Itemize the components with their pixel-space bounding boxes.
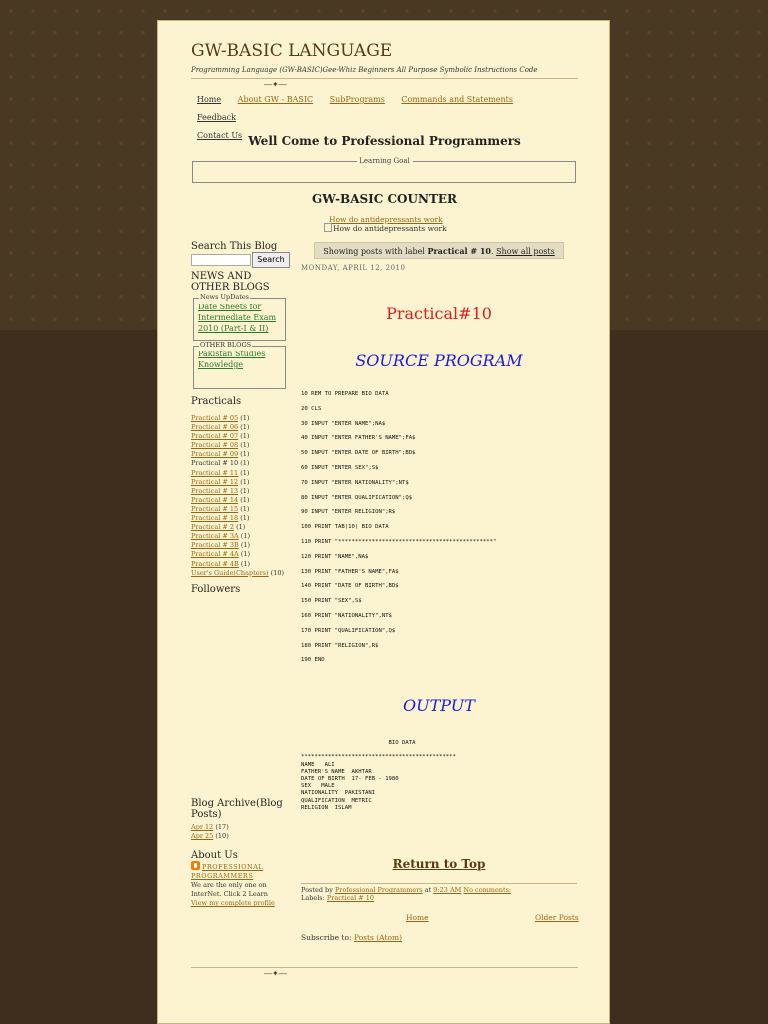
code-line: 190 END bbox=[301, 657, 325, 664]
other-blogs-content bbox=[198, 351, 284, 371]
news-updates-legend: News UpDates bbox=[200, 293, 250, 301]
output-line bbox=[301, 747, 456, 754]
practical-link[interactable]: Practical # 13 bbox=[191, 486, 239, 495]
practical-link[interactable]: Practical # 05 bbox=[191, 414, 239, 422]
practical-link[interactable]: Practical # 06 bbox=[191, 423, 239, 432]
practical-link[interactable]: Practical # 3B bbox=[191, 541, 239, 550]
search-title: Search This Blog bbox=[191, 241, 278, 252]
list-item: Practical # 4B (1) bbox=[191, 559, 251, 568]
output-line: NAME ALI bbox=[301, 761, 335, 768]
list-item: Practical # 3B (1) bbox=[191, 541, 251, 550]
code-line: 120 PRINT "NAME",NA$ bbox=[301, 553, 369, 560]
blog-page bbox=[157, 20, 610, 1024]
code-line: 10 REM TO PREPARE BIO DATA bbox=[301, 391, 389, 397]
list-item: Practical # 15 (1) bbox=[191, 504, 250, 513]
view-profile-link[interactable]: View my complete profile bbox=[191, 899, 275, 908]
list-item: Practical # 18 (1) bbox=[191, 514, 250, 523]
practical-link[interactable]: Practical # 3A bbox=[191, 532, 239, 541]
news-updates-content bbox=[198, 304, 284, 338]
code-line: 90 INPUT "ENTER RELIGION";R$ bbox=[301, 509, 396, 516]
practical-link[interactable]: Practical # 2 bbox=[191, 523, 234, 532]
code-line: 160 PRINT "NATIONALITY",NT$ bbox=[301, 612, 392, 619]
nav-feedback[interactable]: Feedback bbox=[197, 113, 236, 122]
code-line: 180 PRINT "RELIGION",R$ bbox=[301, 642, 379, 649]
post-time-link[interactable]: 9:23 AM bbox=[433, 886, 462, 894]
nav-subprograms[interactable]: SubPrograms bbox=[329, 95, 385, 104]
practical-current: Practical # 10 bbox=[191, 459, 239, 468]
list-item: Practical # 12 (1) bbox=[191, 477, 250, 486]
output-line: RELIGION ISLAM bbox=[301, 804, 352, 811]
blogger-icon bbox=[191, 861, 200, 870]
list-item: Practical # 14 (1) bbox=[191, 495, 250, 504]
archive-link[interactable]: Apr 12 bbox=[191, 823, 214, 831]
practical-link[interactable]: Practical # 4B bbox=[191, 559, 239, 568]
list-item: Practical # 3A (1) bbox=[191, 532, 250, 541]
list-item: Practical # 11 (1) bbox=[191, 468, 250, 477]
practical-link[interactable]: Practical # 18 bbox=[191, 514, 239, 523]
nav-commands[interactable]: Commands and Statements bbox=[401, 95, 513, 104]
output-line: NATIONALITY PAKISTANI bbox=[301, 790, 376, 797]
learning-goal-box bbox=[192, 162, 576, 183]
output-line: SEX MALE bbox=[301, 783, 335, 790]
code-line: 110 PRINT "**********************************************" bbox=[301, 538, 497, 545]
header-divider bbox=[191, 78, 578, 79]
list-item: Practical # 4A (1) bbox=[191, 550, 250, 559]
other-blog-link[interactable]: Pakistan Studies Knowledge bbox=[198, 351, 266, 369]
archive-list bbox=[191, 823, 289, 841]
comments-link[interactable]: No comments: bbox=[463, 886, 512, 894]
code-line: 70 INPUT "ENTER NATIONALITY";NT$ bbox=[301, 479, 409, 486]
source-code-block bbox=[301, 391, 496, 672]
about-content bbox=[191, 861, 275, 908]
code-line: 60 INPUT "ENTER SEX";S$ bbox=[301, 464, 379, 471]
ad-image[interactable]: How do antidepressants work bbox=[324, 223, 447, 233]
practical-link[interactable]: Practical # 09 bbox=[191, 450, 239, 459]
blog-title[interactable]: GW-BASIC LANGUAGE bbox=[191, 41, 393, 61]
counter-heading: GW-BASIC COUNTER bbox=[312, 192, 457, 206]
nav-about[interactable]: About GW - BASIC bbox=[237, 95, 314, 104]
followers-title: Followers bbox=[191, 584, 241, 595]
other-blogs-legend: OTHER BLOGS bbox=[200, 341, 252, 349]
code-line: 50 INPUT "ENTER DATE OF BIRTH";BD$ bbox=[301, 450, 416, 457]
practical-link[interactable]: Practical # 12 bbox=[191, 477, 239, 486]
archive-title: Blog Archive(Blog Posts) bbox=[191, 798, 283, 820]
label-status-bar: Showing posts with label Practical # 10. Show all posts bbox=[314, 242, 564, 259]
list-item: Practical # 09 (1) bbox=[191, 450, 250, 459]
post-label-link[interactable]: Practical # 10 bbox=[326, 894, 375, 902]
practical-link[interactable]: Practical # 07 bbox=[191, 432, 239, 441]
practical-link[interactable]: Practical # 14 bbox=[191, 495, 239, 504]
older-posts-link[interactable]: Older Posts bbox=[535, 913, 579, 922]
archive-link[interactable]: Apr 25 bbox=[191, 832, 214, 841]
output-line: ********************************************** bbox=[301, 754, 456, 761]
output-block bbox=[301, 740, 456, 812]
list-item: Practical # 07 (1) bbox=[191, 432, 250, 441]
code-line: 20 CLS bbox=[301, 405, 322, 412]
welcome-heading: Well Come to Professional Programmers bbox=[248, 134, 521, 148]
output-line: FATHER'S NAME AKHTAR bbox=[301, 768, 372, 775]
news-title: NEWS AND OTHER BLOGS bbox=[191, 271, 270, 293]
post-date: MONDAY, APRIL 12, 2010 bbox=[301, 264, 406, 272]
learning-goal-legend: Learning Goal bbox=[359, 157, 410, 165]
blog-description: Programming Language (GW-BASIC)Gee-Whiz Beginners All Purpose Symbolic Instructions Code bbox=[191, 66, 538, 74]
ad-link[interactable]: How do antidepressants work bbox=[329, 215, 443, 224]
broken-image-icon bbox=[324, 223, 332, 232]
code-line: 100 PRINT TAB(10) BIO DATA bbox=[301, 524, 389, 531]
list-item: Practical # 08 (1) bbox=[191, 441, 250, 450]
nav-contact[interactable]: Contact Us bbox=[197, 131, 243, 140]
list-item: User's Guide(Chapters) (10) bbox=[191, 568, 285, 577]
list-item: Apr 12 (17) bbox=[191, 823, 229, 831]
footer-divider bbox=[191, 967, 578, 968]
show-all-posts-link[interactable]: Show all posts bbox=[496, 247, 555, 256]
post-title: Practical#10 bbox=[386, 304, 492, 323]
output-line: DATE OF BIRTH 17- FEB - 1980 bbox=[301, 776, 399, 783]
list-item: Practical # 10 (1) bbox=[191, 459, 250, 468]
output-heading: OUTPUT bbox=[403, 696, 475, 715]
about-text: We are the only one on InterNet. Click 2 Learn bbox=[191, 881, 268, 899]
current-label: Practical # 10 bbox=[427, 246, 491, 256]
search-button[interactable]: Search bbox=[252, 252, 290, 268]
list-item: Practical # 06 (1) bbox=[191, 423, 250, 432]
pager-home-link[interactable]: Home bbox=[406, 913, 429, 922]
post-footer: Posted by Professional Programmers at 9:23 AM No comments: Labels: Practical # 10 bbox=[301, 883, 577, 902]
code-line: 80 INPUT "ENTER QUALIFICATION";Q$ bbox=[301, 494, 413, 501]
practical-link[interactable]: Practical # 08 bbox=[191, 441, 239, 450]
practicals-title: Practicals bbox=[191, 396, 242, 407]
author-link[interactable]: Professional Programmers bbox=[334, 886, 423, 894]
ornament-icon: ―✦― bbox=[264, 969, 287, 978]
practical-link[interactable]: Practical # 15 bbox=[191, 504, 239, 513]
practicals-list bbox=[191, 414, 289, 578]
news-item-link[interactable]: Date Sheets for Intermediate Exam 2010 (Part-I & II) bbox=[198, 304, 277, 333]
code-line: 40 INPUT "ENTER FATHER'S NAME";FA$ bbox=[301, 435, 416, 442]
search-input[interactable] bbox=[191, 254, 251, 266]
output-line: QUALIFICATION METRIC bbox=[301, 797, 372, 804]
practical-link[interactable]: Practical # 4A bbox=[191, 550, 239, 559]
list-item: Practical # 2 (1) bbox=[191, 523, 246, 532]
output-line: BIO DATA bbox=[301, 740, 416, 746]
users-guide-link[interactable]: User's Guide(Chapters) bbox=[191, 568, 269, 577]
subscribe-atom-link[interactable]: Posts (Atom) bbox=[353, 933, 403, 942]
code-line: 150 PRINT "SEX",S$ bbox=[301, 598, 362, 605]
header-ornament-icon: ―✦― bbox=[264, 80, 287, 89]
subscribe-line: Subscribe to: Posts (Atom) bbox=[301, 933, 403, 942]
about-title: About Us bbox=[191, 850, 238, 861]
source-program-heading: SOURCE PROGRAM bbox=[355, 351, 523, 370]
nav-home[interactable]: Home bbox=[197, 95, 222, 104]
practical-link[interactable]: Practical # 11 bbox=[191, 468, 239, 477]
list-item: Apr 25 (10) bbox=[191, 832, 229, 841]
profile-name-link[interactable]: PROFESSIONAL PROGRAMMERS bbox=[191, 863, 264, 881]
code-line: 170 PRINT "QUALIFICATION",Q$ bbox=[301, 627, 396, 634]
code-line: 30 INPUT "ENTER NAME";NA$ bbox=[301, 420, 386, 427]
list-item: Practical # 05 (1) bbox=[191, 414, 250, 422]
code-line: 140 PRINT "DATE OF BIRTH",BD$ bbox=[301, 583, 399, 590]
code-line: 130 PRINT "FATHER'S NAME",FA$ bbox=[301, 568, 399, 575]
return-to-top-link[interactable]: Return to Top bbox=[392, 857, 486, 871]
list-item: Practical # 13 (1) bbox=[191, 486, 250, 495]
